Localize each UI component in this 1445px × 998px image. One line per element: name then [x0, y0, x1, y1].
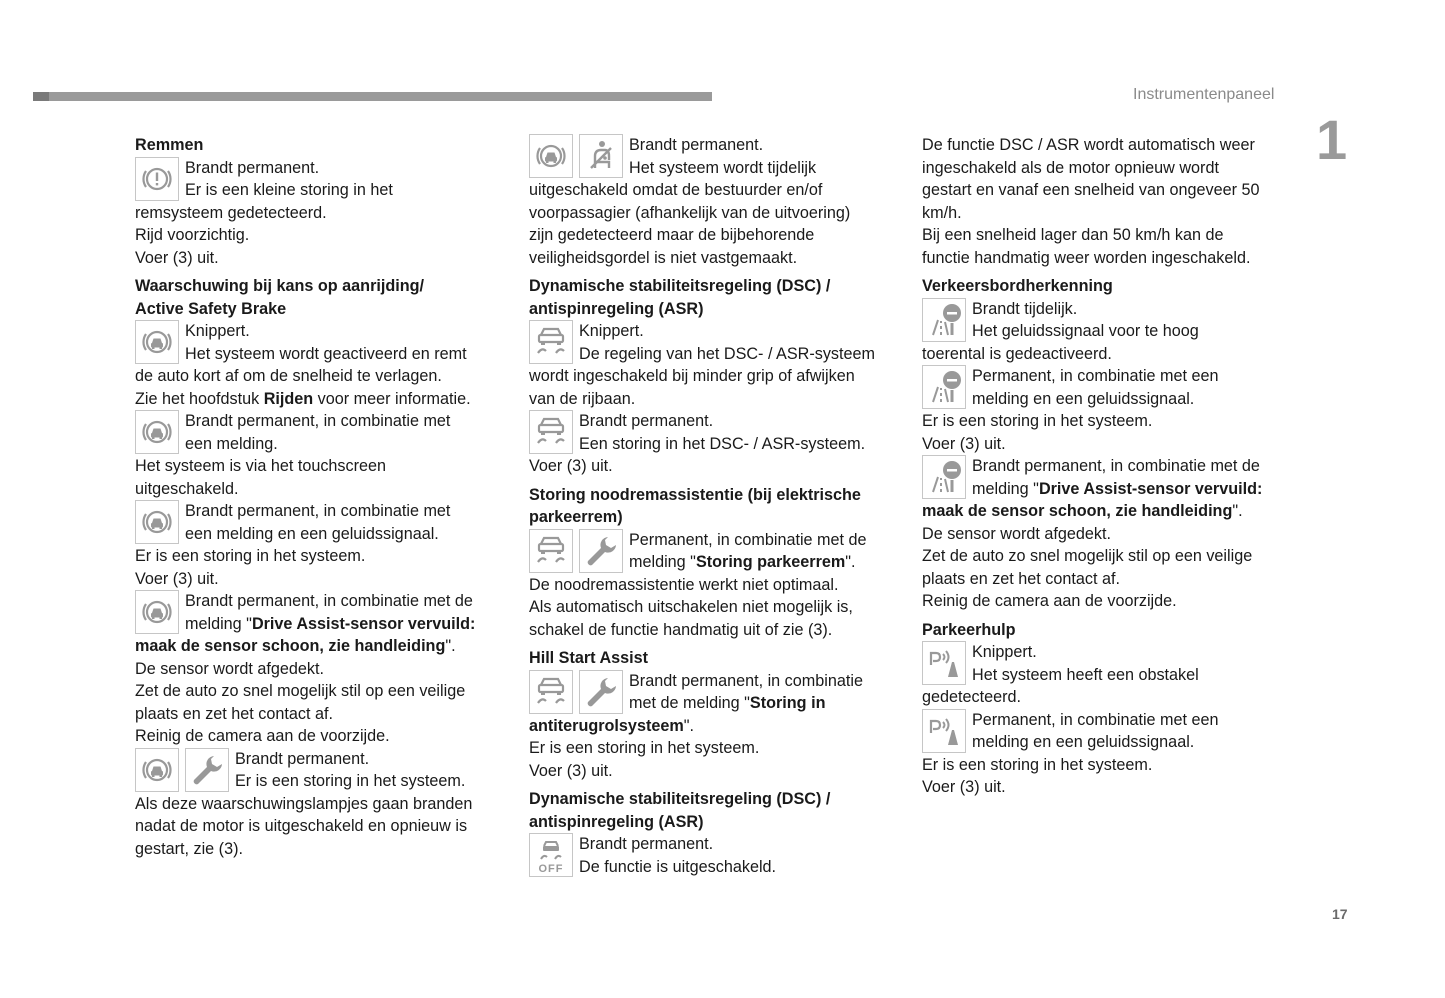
heading-dsc-2 — [529, 788, 901, 833]
paragraph: Bij een snelheid lager dan 50 km/h kan de — [922, 226, 1224, 244]
text: Zie het hoofdstuk — [135, 389, 264, 408]
collision-warning-icon — [135, 590, 179, 634]
paragraph: Voer (3) uit. — [135, 569, 219, 588]
paragraph: Voer (3) uit. — [529, 761, 613, 780]
entry-parking-brake-fault — [529, 529, 901, 574]
paragraph: gestart en vanaf een snelheid van ongeveer 50 — [922, 181, 1260, 199]
dsc-icon — [529, 410, 573, 454]
entry-dsc-fault — [529, 410, 901, 455]
paragraph: wordt ingeschakeld bij minder grip of afwijken — [529, 367, 855, 385]
text: met de melding " — [629, 694, 750, 712]
paragraph — [922, 500, 1294, 523]
paragraph — [135, 388, 507, 411]
entry-text: Brandt permanent. — [235, 749, 370, 768]
entry-text: Permanent, in combinatie met de — [629, 530, 867, 549]
collision-warning-icon — [135, 500, 179, 544]
entry-dsc-off — [529, 833, 901, 878]
heading-collision-warning — [135, 275, 507, 320]
text: melding " — [629, 553, 696, 571]
collision-warning-icon — [529, 134, 573, 178]
entry-text: Een storing in het DSC- / ASR-systeem. — [579, 434, 866, 453]
entry-text: Er is een storing in het systeem. — [235, 772, 466, 790]
paragraph: Als deze waarschuwingslampjes gaan branden — [135, 794, 473, 813]
entry-text: Brandt permanent. — [185, 158, 320, 177]
dsc-icon — [529, 670, 573, 714]
entry-collision-blink — [135, 320, 507, 365]
entry-text: Permanent, in combinatie met een — [972, 710, 1219, 729]
paragraph: Er is een storing in het systeem. — [135, 547, 366, 565]
entry-collision-message — [135, 410, 507, 455]
brake-warning-icon — [135, 157, 179, 201]
paragraph: De sensor wordt afgedekt. — [922, 524, 1111, 543]
entry-text: een melding en een geluidssignaal. — [185, 524, 439, 543]
dsc-off-icon — [529, 833, 573, 877]
paragraph: toerental is gedeactiveerd. — [922, 344, 1112, 363]
heading-line: Active Safety Brake — [135, 299, 287, 318]
traffic-sign-icon — [922, 298, 966, 342]
paragraph: Voer (3) uit. — [529, 457, 613, 475]
message-text: maak de sensor schoon, zie handleiding — [135, 637, 446, 655]
paragraph: ingeschakeld als de motor opnieuw wordt — [922, 158, 1219, 177]
paragraph: Zet de auto zo snel mogelijk stil op een veilige — [135, 682, 466, 700]
entry-text: Brandt permanent. — [579, 835, 714, 853]
paragraph: zijn gedetecteerd maar de bijbehorende — [529, 226, 815, 244]
entry-text: Brandt permanent, in combinatie met — [185, 502, 451, 520]
entry-collision-sensor — [135, 590, 507, 635]
header-bar — [33, 92, 712, 101]
entry-text: Er is een kleine storing in het — [185, 181, 393, 199]
heading-line: Dynamische stabiliteitsregeling (DSC) / — [529, 790, 831, 808]
text: ". — [683, 716, 694, 735]
paragraph: schakel de functie handmatig uit of zie (3). — [529, 620, 833, 639]
heading-brakes: Remmen — [135, 136, 204, 154]
entry-text: Het systeem heeft een obstakel — [972, 665, 1199, 684]
collision-warning-icon — [135, 748, 179, 792]
traffic-sign-icon — [922, 365, 966, 409]
heading-line: Waarschuwing bij kans op aanrijding/ — [135, 277, 425, 295]
dsc-icon — [529, 320, 573, 364]
entry-collision-sound — [135, 500, 507, 545]
text: ". — [845, 553, 856, 571]
entry-traffic-fault — [922, 365, 1294, 410]
entry-text: Brandt permanent. — [579, 412, 714, 430]
paragraph: Het systeem is via het touchscreen — [135, 457, 387, 475]
wrench-icon — [579, 670, 623, 714]
entry-text: Brandt permanent, in combinatie met de — [185, 592, 473, 610]
entry-traffic-temp — [922, 298, 1294, 343]
heading-emergency-brake — [529, 484, 901, 529]
entry-text: Knippert. — [579, 322, 644, 340]
paragraph: De functie DSC / ASR wordt automatisch weer — [922, 136, 1255, 154]
entry-text: Het geluidssignaal voor te hoog — [972, 322, 1199, 340]
message-text: Storing parkeerrem — [695, 553, 846, 571]
off-label: OFF — [538, 863, 564, 875]
paragraph: De sensor wordt afgedekt. — [135, 659, 324, 678]
message-text: maak de sensor schoon, zie handleiding — [922, 502, 1233, 520]
entry-dsc-blink — [529, 320, 901, 365]
entry-text: Knippert. — [185, 322, 250, 340]
paragraph: Voer (3) uit. — [922, 778, 1006, 796]
paragraph: gedetecteerd. — [922, 688, 1021, 706]
entry-seatbelt — [529, 134, 901, 179]
entry-brake-fault — [135, 157, 507, 202]
entry-text: Brandt tijdelijk. — [972, 299, 1078, 318]
paragraph: nadat de motor is uitgeschakeld en opnieuw is — [135, 817, 468, 835]
collision-warning-icon — [135, 320, 179, 364]
message-text: Drive Assist-sensor vervuild: — [251, 614, 476, 633]
paragraph: plaats en zet het contact af. — [922, 569, 1120, 588]
dsc-icon — [529, 529, 573, 573]
traffic-sign-icon — [922, 455, 966, 499]
entry-text: De regeling van het DSC- / ASR-systeem — [579, 344, 875, 363]
entry-text: melding en een geluidssignaal. — [972, 389, 1195, 408]
seatbelt-icon — [579, 134, 623, 178]
heading-dsc — [529, 275, 901, 320]
paragraph: van de rijbaan. — [529, 389, 636, 408]
message-text: Drive Assist-sensor vervuild: — [1038, 479, 1263, 498]
text: melding " — [972, 479, 1039, 498]
entry-text: Brandt permanent, in combinatie met de — [972, 457, 1260, 475]
entry-text: Het systeem wordt geactiveerd en remt — [185, 344, 467, 363]
entry-traffic-sensor — [922, 455, 1294, 500]
entry-text: Brandt permanent. — [629, 136, 764, 154]
paragraph: Er is een storing in het systeem. — [922, 412, 1153, 430]
paragraph: remsysteem gedetecteerd. — [135, 203, 327, 222]
entry-text: Het systeem wordt tijdelijk — [629, 158, 817, 177]
section-title: Instrumentenpaneel — [1133, 86, 1275, 103]
chapter-number: 1 — [1316, 108, 1348, 171]
entry-text — [629, 551, 901, 574]
text: melding " — [185, 614, 252, 633]
heading-hill-start: Hill Start Assist — [529, 649, 649, 667]
paragraph — [135, 635, 507, 658]
entry-collision-fault — [135, 748, 507, 793]
heading-line: parkeerrem) — [529, 508, 623, 526]
entry-text: Permanent, in combinatie met een — [972, 367, 1219, 385]
column-3 — [922, 134, 1294, 799]
paragraph: Als automatisch uitschakelen niet mogelijk is, — [529, 598, 853, 616]
paragraph: gestart, zie (3). — [135, 839, 243, 858]
heading-line: antispinregeling (ASR) — [529, 299, 704, 318]
paragraph: Voer (3) uit. — [135, 248, 219, 267]
entry-park-fault — [922, 709, 1294, 754]
paragraph: km/h. — [922, 203, 962, 222]
paragraph: Reinig de camera aan de voorzijde. — [922, 592, 1177, 610]
text: ". — [1232, 502, 1243, 520]
wrench-icon — [579, 529, 623, 573]
paragraph: Er is een storing in het systeem. — [922, 755, 1153, 774]
paragraph: de auto kort af om de snelheid te verlagen. — [135, 367, 442, 385]
collision-warning-icon — [135, 410, 179, 454]
entry-text: een melding. — [185, 434, 278, 453]
paragraph: Voer (3) uit. — [922, 434, 1006, 453]
heading-line: Storing noodremassistentie (bij elektrische — [529, 485, 861, 504]
heading-parking-aid: Parkeerhulp — [922, 620, 1016, 639]
entry-park-blink — [922, 641, 1294, 686]
paragraph: Rijd voorzichtig. — [135, 226, 250, 244]
paragraph: De noodremassistentie werkt niet optimaal. — [529, 575, 839, 594]
text: ". — [445, 637, 456, 655]
entry-text — [629, 692, 901, 715]
paragraph: Reinig de camera aan de voorzijde. — [135, 727, 390, 745]
entry-text — [185, 613, 507, 636]
entry-text: Knippert. — [972, 643, 1037, 661]
page-number: 17 — [1332, 906, 1348, 922]
entry-text: De functie is uitgeschakeld. — [579, 857, 777, 876]
entry-text: Brandt permanent, in combinatie — [629, 671, 863, 690]
entry-text: melding en een geluidssignaal. — [972, 733, 1195, 751]
heading-line: antispinregeling (ASR) — [529, 812, 704, 831]
paragraph: voorpassagier (afhankelijk van de uitvoering) — [529, 203, 851, 222]
parking-aid-icon — [922, 709, 966, 753]
column-1 — [135, 134, 507, 860]
column-2 — [529, 134, 901, 878]
paragraph: plaats en zet het contact af. — [135, 704, 333, 723]
paragraph: functie handmatig weer worden ingeschakeld. — [922, 248, 1251, 267]
paragraph: uitgeschakeld. — [135, 479, 239, 498]
entry-text: Brandt permanent, in combinatie met — [185, 412, 451, 430]
text: voor meer informatie. — [313, 389, 471, 408]
message-text: antiterugrolsysteem — [529, 716, 684, 735]
heading-line: Dynamische stabiliteitsregeling (DSC) / — [529, 277, 831, 295]
heading-traffic-sign: Verkeersbordherkenning — [922, 277, 1113, 295]
parking-aid-icon — [922, 641, 966, 685]
paragraph: uitgeschakeld omdat de bestuurder en/of — [529, 181, 823, 199]
paragraph: Zet de auto zo snel mogelijk stil op een veilige — [922, 547, 1253, 565]
message-text: Storing in — [749, 694, 826, 712]
paragraph: veiligheidsgordel is niet vastgemaakt. — [529, 248, 798, 267]
entry-hill-start-fault — [529, 670, 901, 715]
paragraph — [529, 715, 901, 738]
chapter-reference: Rijden — [263, 389, 314, 408]
wrench-icon — [185, 748, 229, 792]
entry-text — [972, 478, 1294, 501]
paragraph: Er is een storing in het systeem. — [529, 739, 760, 757]
